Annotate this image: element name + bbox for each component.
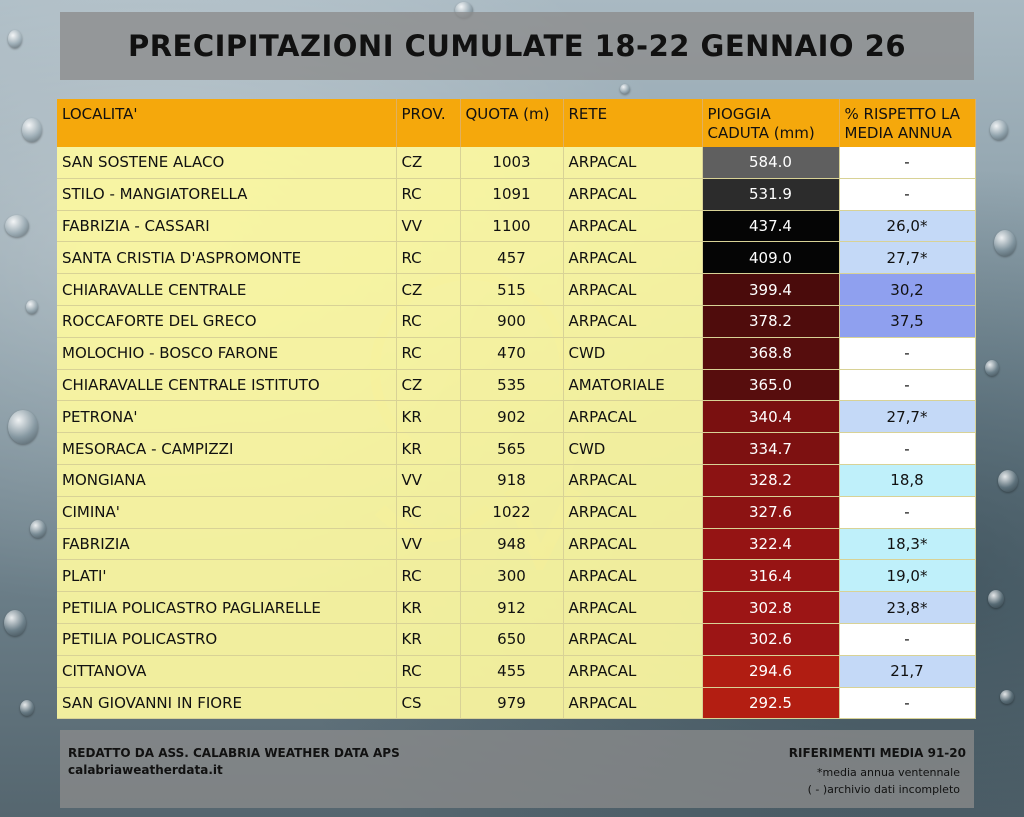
- table-row: [57, 337, 975, 369]
- cell-pioggia: 368.8: [702, 337, 839, 369]
- cell-prov: RC: [396, 305, 460, 337]
- cell-percentuale: -: [839, 178, 975, 210]
- footer-bar: [60, 730, 974, 808]
- cell-localita: MESORACA - CAMPIZZI: [57, 433, 396, 465]
- cell-prov: RC: [396, 178, 460, 210]
- header-rete: RETE: [563, 99, 702, 147]
- header-localita: LOCALITA': [57, 99, 396, 147]
- cell-localita: MOLOCHIO - BOSCO FARONE: [57, 337, 396, 369]
- header-percentuale: [839, 99, 975, 147]
- cell-prov: KR: [396, 433, 460, 465]
- cell-rete: ARPACAL: [563, 592, 702, 624]
- cell-rete: ARPACAL: [563, 305, 702, 337]
- cell-percentuale: 19,0*: [839, 560, 975, 592]
- cell-rete: ARPACAL: [563, 401, 702, 433]
- page-title: PRECIPITAZIONI CUMULATE 18-22 GENNAIO 26: [127, 29, 907, 63]
- table-row: [57, 369, 975, 401]
- cell-rete: ARPACAL: [563, 623, 702, 655]
- cell-quota: 650: [460, 623, 563, 655]
- table-row: [57, 464, 975, 496]
- cell-pioggia: 378.2: [702, 305, 839, 337]
- cell-prov: RC: [396, 655, 460, 687]
- cell-rete: ARPACAL: [563, 464, 702, 496]
- cell-localita: FABRIZIA - CASSARI: [57, 210, 396, 242]
- cell-pioggia: 294.6: [702, 655, 839, 687]
- header-quota: QUOTA (m): [460, 99, 563, 147]
- cell-percentuale: 21,7: [839, 655, 975, 687]
- cell-pioggia: 340.4: [702, 401, 839, 433]
- cell-pioggia: 302.6: [702, 623, 839, 655]
- cell-localita: PLATI': [57, 560, 396, 592]
- cell-pioggia: 327.6: [702, 496, 839, 528]
- cell-percentuale: -: [839, 147, 975, 178]
- cell-rete: ARPACAL: [563, 178, 702, 210]
- cell-quota: 1022: [460, 496, 563, 528]
- header-prov: PROV.: [396, 99, 460, 147]
- cell-percentuale: 30,2: [839, 274, 975, 306]
- table-row: [57, 528, 975, 560]
- cell-percentuale: -: [839, 369, 975, 401]
- cell-quota: 900: [460, 305, 563, 337]
- cell-quota: 1091: [460, 178, 563, 210]
- table-row: [57, 147, 975, 178]
- cell-quota: 912: [460, 592, 563, 624]
- cell-quota: 565: [460, 433, 563, 465]
- cell-percentuale: 18,3*: [839, 528, 975, 560]
- cell-localita: FABRIZIA: [57, 528, 396, 560]
- cell-rete: ARPACAL: [563, 655, 702, 687]
- cell-localita: SANTA CRISTIA D'ASPROMONTE: [57, 242, 396, 274]
- header-perc-line2: MEDIA ANNUA: [844, 124, 952, 142]
- cell-percentuale: 37,5: [839, 305, 975, 337]
- cell-pioggia: 316.4: [702, 560, 839, 592]
- cell-pioggia: 334.7: [702, 433, 839, 465]
- cell-pioggia: 584.0: [702, 147, 839, 178]
- title-bar: [60, 12, 974, 80]
- footer-credit: REDATTO DA ASS. CALABRIA WEATHER DATA APS: [68, 746, 400, 760]
- cell-pioggia: 302.8: [702, 592, 839, 624]
- header-perc-line1: % RISPETTO LA: [844, 105, 961, 123]
- cell-prov: KR: [396, 401, 460, 433]
- table-row: [57, 623, 975, 655]
- cell-quota: 902: [460, 401, 563, 433]
- cell-pioggia: 409.0: [702, 242, 839, 274]
- cell-quota: 979: [460, 687, 563, 719]
- table-row: [57, 592, 975, 624]
- cell-localita: MONGIANA: [57, 464, 396, 496]
- cell-prov: KR: [396, 623, 460, 655]
- cell-rete: AMATORIALE: [563, 369, 702, 401]
- cell-localita: PETRONA': [57, 401, 396, 433]
- cell-prov: VV: [396, 210, 460, 242]
- cell-pioggia: 328.2: [702, 464, 839, 496]
- cell-quota: 455: [460, 655, 563, 687]
- cell-rete: ARPACAL: [563, 242, 702, 274]
- cell-rete: ARPACAL: [563, 560, 702, 592]
- cell-percentuale: 27,7*: [839, 242, 975, 274]
- table-row: [57, 178, 975, 210]
- precipitation-table: [57, 99, 976, 719]
- cell-prov: KR: [396, 592, 460, 624]
- cell-rete: ARPACAL: [563, 210, 702, 242]
- cell-rete: ARPACAL: [563, 147, 702, 178]
- cell-prov: CZ: [396, 369, 460, 401]
- cell-localita: PETILIA POLICASTRO PAGLIARELLE: [57, 592, 396, 624]
- footer-note-average: *media annua ventennale: [817, 766, 960, 779]
- cell-pioggia: 322.4: [702, 528, 839, 560]
- cell-prov: RC: [396, 560, 460, 592]
- cell-rete: ARPACAL: [563, 274, 702, 306]
- cell-localita: STILO - MANGIATORELLA: [57, 178, 396, 210]
- cell-percentuale: 23,8*: [839, 592, 975, 624]
- table-body: [57, 147, 975, 719]
- cell-quota: 515: [460, 274, 563, 306]
- cell-quota: 1003: [460, 147, 563, 178]
- table-row: [57, 274, 975, 306]
- cell-localita: ROCCAFORTE DEL GRECO: [57, 305, 396, 337]
- cell-rete: ARPACAL: [563, 496, 702, 528]
- cell-rete: ARPACAL: [563, 687, 702, 719]
- header-pioggia-line2: CADUTA (mm): [707, 124, 815, 142]
- header-pioggia: [702, 99, 839, 147]
- footer-website: calabriaweatherdata.it: [68, 763, 223, 777]
- cell-prov: CZ: [396, 147, 460, 178]
- table-row: [57, 210, 975, 242]
- cell-prov: CZ: [396, 274, 460, 306]
- header-pioggia-line1: PIOGGIA: [707, 105, 771, 123]
- cell-percentuale: -: [839, 687, 975, 719]
- cell-prov: CS: [396, 687, 460, 719]
- cell-quota: 918: [460, 464, 563, 496]
- footer-note-incomplete: ( - )archivio dati incompleto: [807, 783, 960, 796]
- cell-quota: 300: [460, 560, 563, 592]
- cell-rete: ARPACAL: [563, 528, 702, 560]
- table-header-row: [57, 99, 975, 147]
- cell-rete: CWD: [563, 337, 702, 369]
- footer-reference: RIFERIMENTI MEDIA 91-20: [788, 746, 966, 760]
- table-row: [57, 655, 975, 687]
- cell-quota: 457: [460, 242, 563, 274]
- cell-localita: SAN SOSTENE ALACO: [57, 147, 396, 178]
- table-row: [57, 560, 975, 592]
- cell-pioggia: 531.9: [702, 178, 839, 210]
- table-row: [57, 401, 975, 433]
- cell-pioggia: 437.4: [702, 210, 839, 242]
- cell-pioggia: 365.0: [702, 369, 839, 401]
- cell-localita: SAN GIOVANNI IN FIORE: [57, 687, 396, 719]
- cell-localita: CHIARAVALLE CENTRALE: [57, 274, 396, 306]
- cell-rete: CWD: [563, 433, 702, 465]
- cell-localita: PETILIA POLICASTRO: [57, 623, 396, 655]
- cell-percentuale: 18,8: [839, 464, 975, 496]
- cell-quota: 470: [460, 337, 563, 369]
- table-row: [57, 496, 975, 528]
- cell-prov: RC: [396, 242, 460, 274]
- cell-localita: CIMINA': [57, 496, 396, 528]
- cell-quota: 535: [460, 369, 563, 401]
- cell-pioggia: 399.4: [702, 274, 839, 306]
- table-row: [57, 305, 975, 337]
- cell-localita: CITTANOVA: [57, 655, 396, 687]
- cell-percentuale: -: [839, 337, 975, 369]
- cell-quota: 948: [460, 528, 563, 560]
- cell-percentuale: -: [839, 496, 975, 528]
- cell-percentuale: -: [839, 433, 975, 465]
- table-row: [57, 242, 975, 274]
- cell-pioggia: 292.5: [702, 687, 839, 719]
- cell-prov: RC: [396, 337, 460, 369]
- table-row: [57, 433, 975, 465]
- cell-quota: 1100: [460, 210, 563, 242]
- cell-localita: CHIARAVALLE CENTRALE ISTITUTO: [57, 369, 396, 401]
- cell-prov: VV: [396, 528, 460, 560]
- table-row: [57, 687, 975, 719]
- cell-percentuale: 26,0*: [839, 210, 975, 242]
- cell-prov: RC: [396, 496, 460, 528]
- cell-prov: VV: [396, 464, 460, 496]
- cell-percentuale: -: [839, 623, 975, 655]
- cell-percentuale: 27,7*: [839, 401, 975, 433]
